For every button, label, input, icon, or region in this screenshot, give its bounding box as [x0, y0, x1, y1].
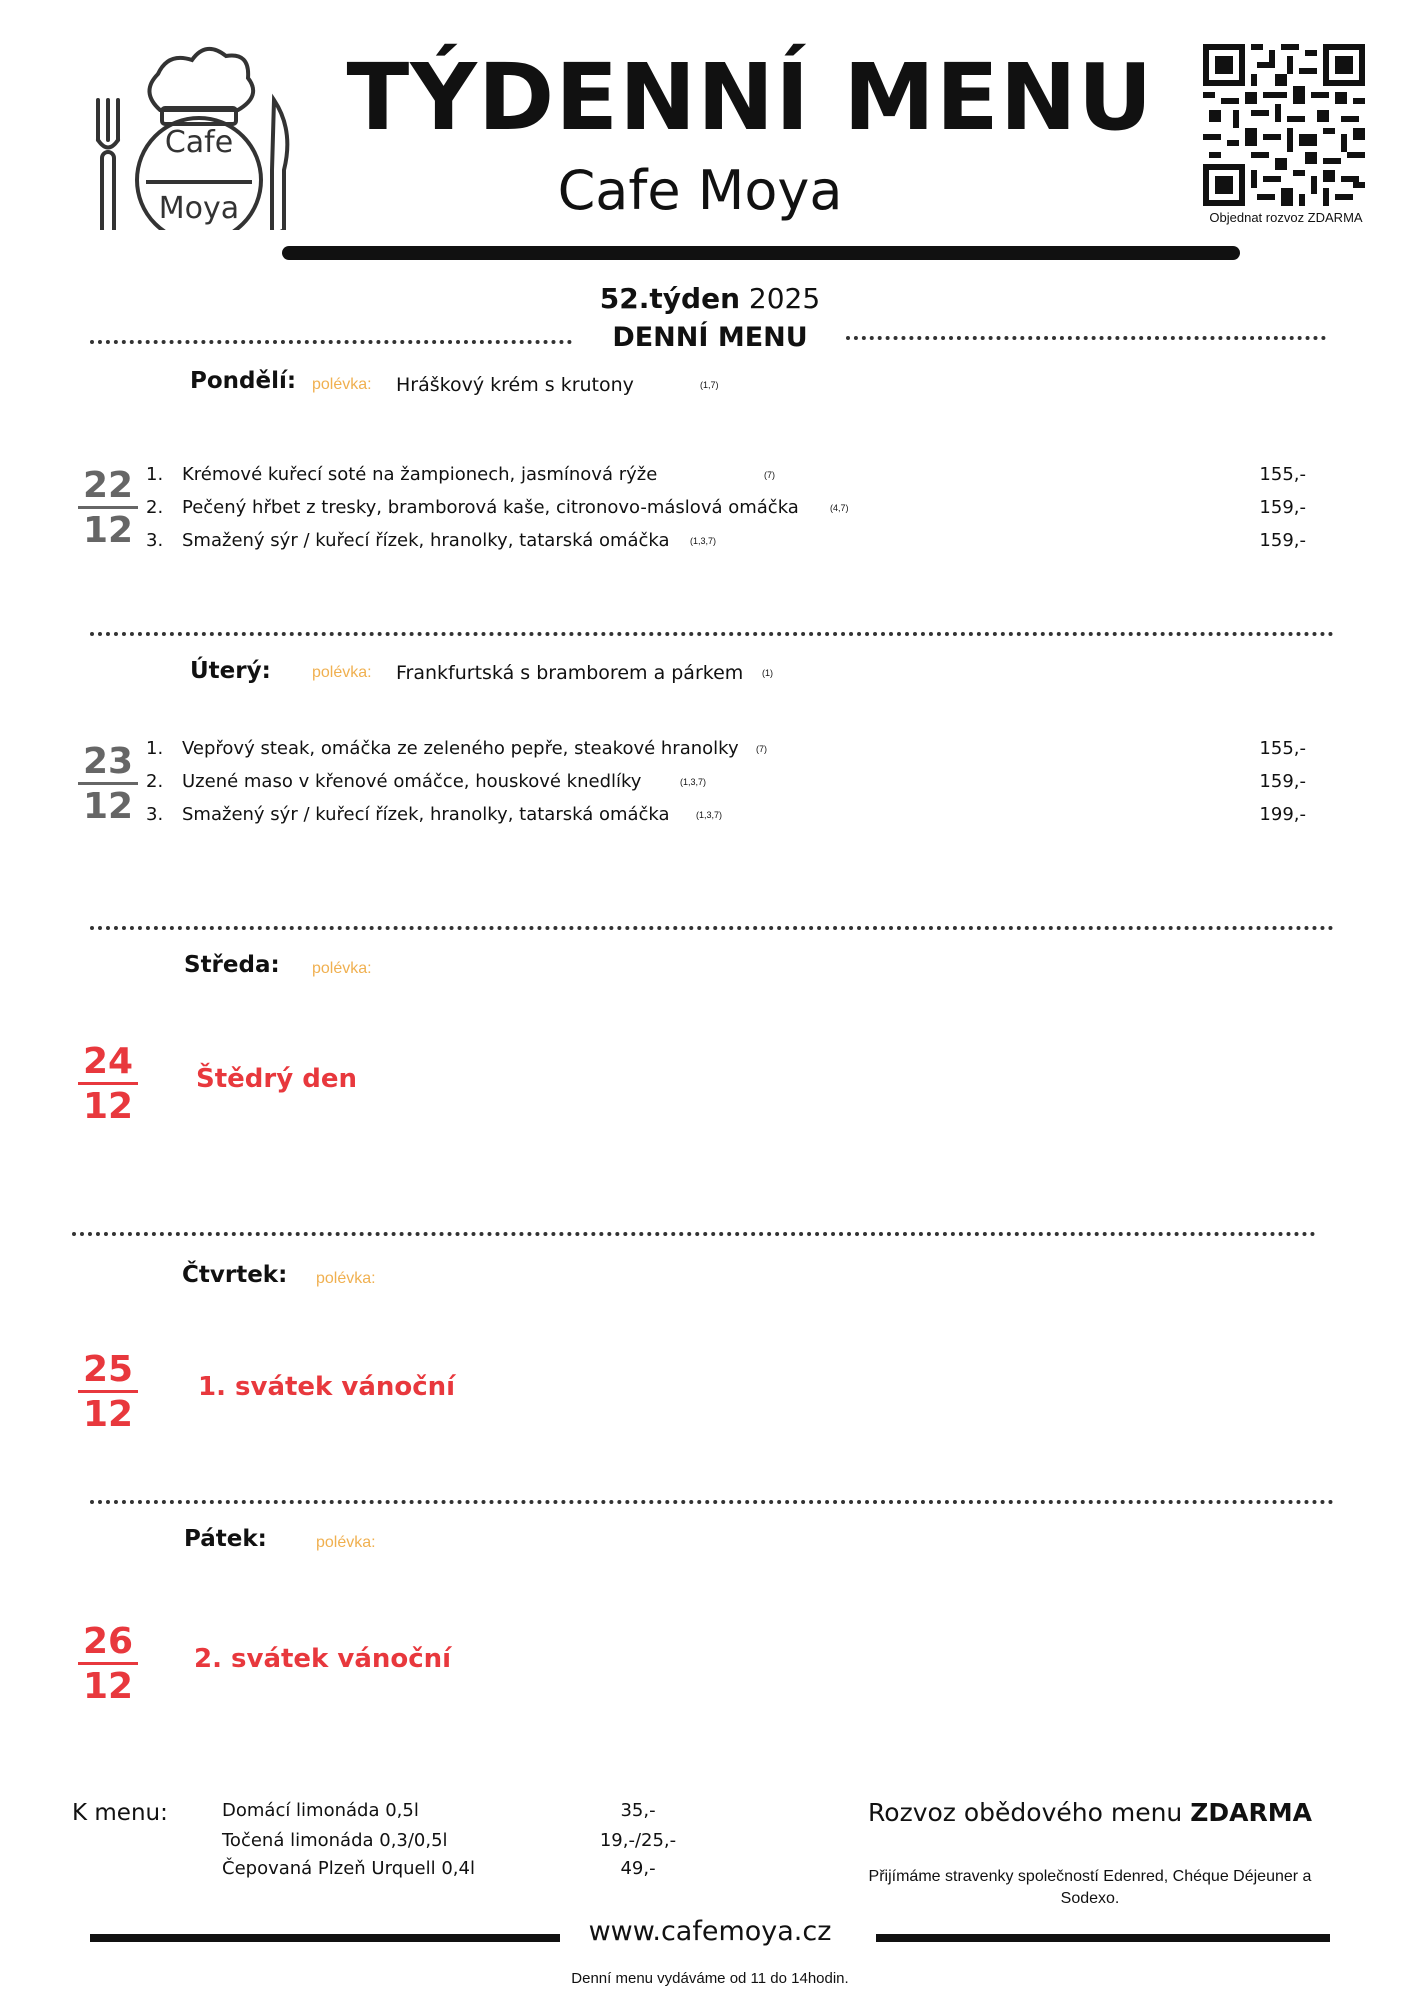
holiday-name: 1. svátek vánoční: [198, 1372, 456, 1402]
soup-allergens: (1): [762, 668, 773, 678]
dotted-divider: [72, 1232, 1316, 1236]
item-price: 155,-: [1259, 464, 1306, 485]
item-price: 199,-: [1259, 804, 1306, 825]
delivery-free: ZDARMA: [1190, 1798, 1312, 1827]
item-name: Vepřový steak, omáčka ze zeleného pepře, steakové hranolky: [182, 738, 739, 759]
day-name-tuesday: Úterý:: [190, 658, 271, 684]
dotted-divider: [90, 926, 1334, 930]
dotted-divider: [90, 1500, 1334, 1504]
date-month: 12: [82, 510, 134, 551]
date-month: 12: [82, 786, 134, 827]
soup-allergens: (1,7): [700, 380, 719, 390]
item-number: 2.: [146, 497, 164, 518]
holiday-name: 2. svátek vánoční: [194, 1644, 452, 1674]
item-name: Pečený hřbet z tresky, bramborová kaše, citronovo-máslová omáčka: [182, 497, 799, 518]
holiday-name: Štědrý den: [196, 1064, 357, 1094]
soup-name: Hráškový krém s krutony: [396, 374, 634, 396]
soup-label: polévka:: [316, 1270, 376, 1287]
footer-bar-right: [876, 1934, 1330, 1942]
page-subtitle: Cafe Moya: [557, 159, 843, 222]
date-day: 22: [78, 468, 138, 509]
drink-name: Točená limonáda 0,3/0,5l: [222, 1830, 448, 1851]
qr-caption: Objednat rozvoz ZDARMA: [1209, 210, 1363, 225]
item-price: 159,-: [1259, 771, 1306, 792]
soup-name: Frankfurtská s bramborem a párkem: [396, 662, 744, 684]
week-year: 2025: [748, 282, 821, 315]
date-badge: [78, 465, 138, 551]
page-title: TÝDENNÍ MENU: [346, 44, 1154, 151]
drink-price: 35,-: [620, 1800, 656, 1821]
chef-logo-icon: [88, 30, 300, 230]
date-day: 24: [78, 1044, 138, 1085]
soup-label: polévka:: [316, 1534, 376, 1551]
item-name: Smažený sýr / kuřecí řízek, hranolky, tatarská omáčka: [182, 530, 670, 551]
item-name: Smažený sýr / kuřecí řízek, hranolky, tatarská omáčka: [182, 804, 670, 825]
drink-name: Čepovaná Plzeň Urquell 0,4l: [222, 1858, 475, 1879]
item-price: 159,-: [1259, 530, 1306, 551]
k-menu-label: K menu:: [72, 1800, 168, 1826]
soup-label: polévka:: [312, 376, 372, 393]
vouchers-note: Přijímáme stravenky společností Edenred, Chéque Déjeuner a Sodexo.: [868, 1868, 1312, 1907]
item-price: 155,-: [1259, 738, 1306, 759]
item-allergens: (1,3,7): [680, 777, 707, 787]
daily-menu-heading: DENNÍ MENU: [612, 322, 808, 353]
item-allergens: (7): [756, 744, 767, 754]
delivery-text: Rozvoz obědového menu: [868, 1798, 1191, 1827]
header-divider: [282, 246, 1240, 260]
item-allergens: (4,7): [830, 503, 849, 513]
website-link[interactable]: www.cafemoya.cz: [588, 1916, 832, 1947]
day-name-wednesday: Středa:: [184, 952, 280, 978]
cafe-logo: [88, 30, 300, 230]
dotted-divider: [90, 632, 1334, 636]
item-allergens: (1,3,7): [690, 536, 717, 546]
soup-label: polévka:: [312, 960, 372, 977]
date-month: 12: [82, 1086, 134, 1127]
drink-name: Domácí limonáda 0,5l: [222, 1800, 419, 1821]
day-name-monday: Pondělí:: [190, 368, 297, 394]
date-month: 12: [82, 1394, 134, 1435]
week-label: [560, 282, 860, 315]
date-badge: [78, 741, 138, 827]
soup-label: polévka:: [312, 664, 372, 681]
week-number: 52.týden: [599, 282, 741, 315]
item-price: 159,-: [1259, 497, 1306, 518]
drink-price: 49,-: [620, 1858, 656, 1879]
qr-code-icon[interactable]: [1203, 44, 1365, 206]
logo-text-cafe: Cafe: [164, 125, 234, 160]
item-number: 3.: [146, 804, 164, 825]
item-name: Krémové kuřecí soté na žampionech, jasmínová rýže: [182, 464, 658, 485]
opening-hours-note: Denní menu vydáváme od 11 do 14hodin.: [571, 1970, 849, 1987]
item-allergens: (7): [764, 470, 775, 480]
dotted-divider: [90, 340, 572, 344]
date-badge: [78, 1041, 138, 1127]
delivery-note: [860, 1798, 1320, 1827]
day-name-friday: Pátek:: [184, 1526, 267, 1552]
footer-bar-left: [90, 1934, 560, 1942]
dotted-divider: [846, 336, 1326, 340]
item-number: 3.: [146, 530, 164, 551]
date-badge: [78, 1621, 138, 1707]
drink-price: 19,-/25,-: [599, 1830, 677, 1851]
date-day: 25: [78, 1352, 138, 1393]
day-name-thursday: Čtvrtek:: [182, 1262, 288, 1288]
item-name: Uzené maso v křenové omáčce, houskové knedlíky: [182, 771, 642, 792]
item-allergens: (1,3,7): [696, 810, 723, 820]
date-day: 23: [78, 744, 138, 785]
logo-text-moya: Moya: [158, 191, 240, 226]
date-day: 26: [78, 1624, 138, 1665]
item-number: 1.: [146, 464, 164, 485]
date-badge: [78, 1349, 138, 1435]
item-number: 2.: [146, 771, 164, 792]
item-number: 1.: [146, 738, 164, 759]
date-month: 12: [82, 1666, 134, 1707]
